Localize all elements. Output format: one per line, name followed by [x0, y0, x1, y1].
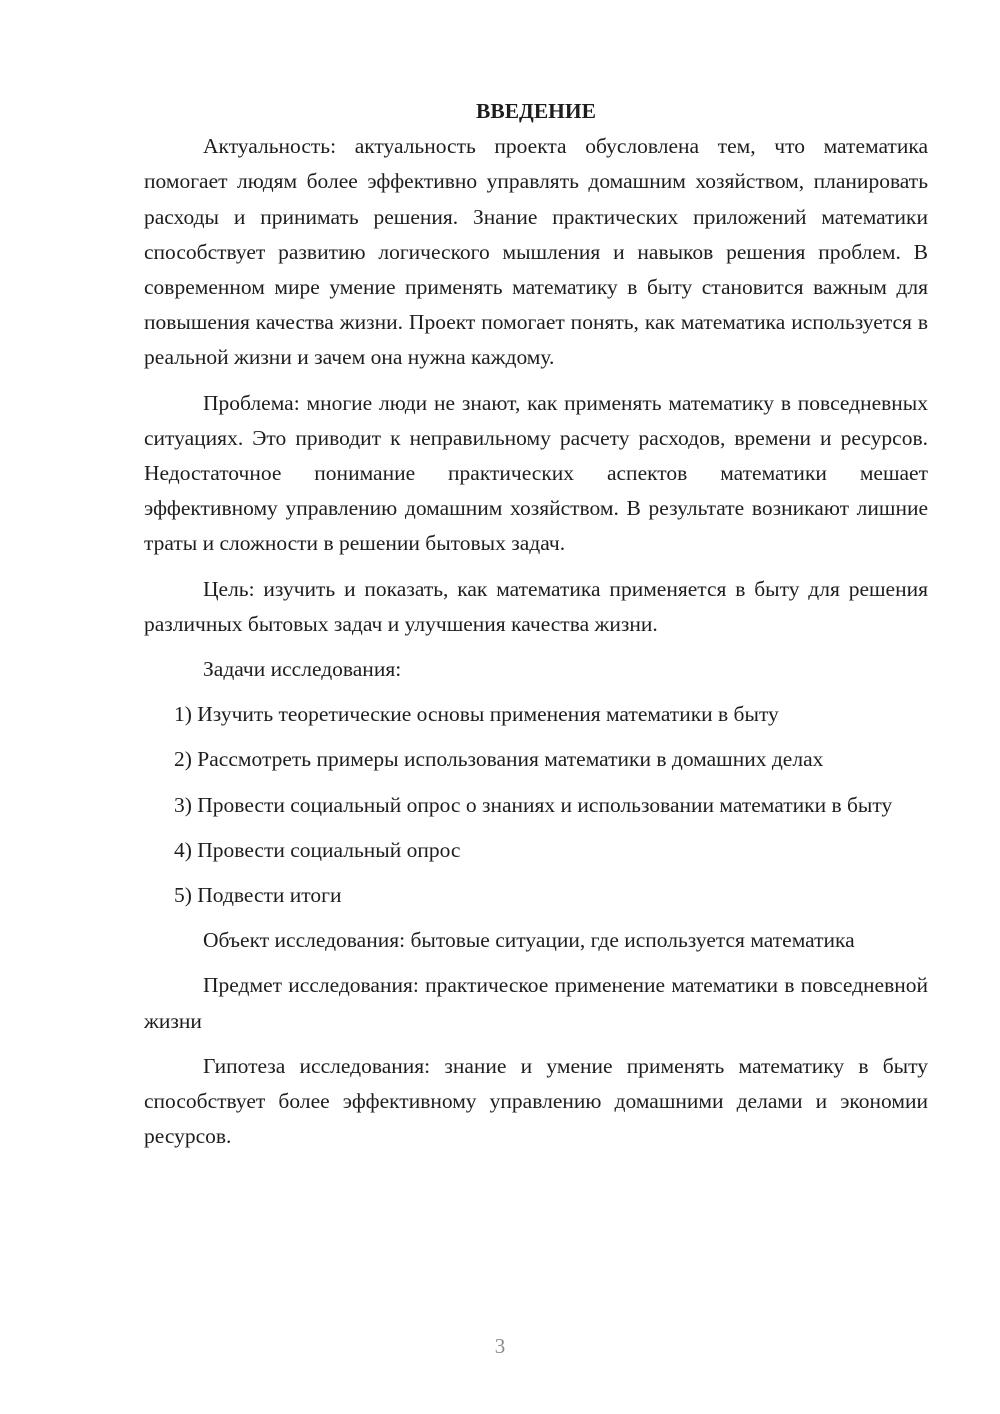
subject-paragraph: Предмет исследования: практическое применение математики в повседневной жизни	[144, 973, 928, 1033]
document-body	[144, 94, 928, 1154]
page-number: 3	[494, 1334, 506, 1358]
tasks-heading: Задачи исследования:	[203, 657, 402, 682]
hypothesis-paragraph: Гипотеза исследования: знание и умение применять математику в быту способствует более эффективному управлению домашними делами и экономии ресурсов.	[144, 1053, 928, 1149]
page-title: ВВЕДЕНИЕ	[476, 99, 596, 123]
task-item: 2) Рассмотреть примеры использования математики в домашних делах	[174, 747, 824, 772]
problem-paragraph: Проблема: многие люди не знают, как применять математику в повседневных ситуациях. Это приводит к неправильному расчету расходов, времени и ресурсов. Недостаточное понимание практических аспектов математики мешает эффективному управлению домашним хозяйством. В результате возникают лишние траты и сложности в решении бытовых задач.	[144, 390, 928, 556]
task-item: 3) Провести социальный опрос о знаниях и использовании математики в быту	[174, 792, 893, 817]
goal-paragraph: Цель: изучить и показать, как математика применяется в быту для решения различных бытовых задач и улучшения качества жизни.	[144, 576, 928, 636]
task-item: 1) Изучить теоретические основы применения математики в быту	[174, 702, 779, 727]
task-item: 5) Подвести итоги	[174, 883, 342, 908]
relevance-paragraph: Актуальность: актуальность проекта обусловлена тем, что математика помогает людям более эффективно управлять домашним хозяйством, планировать расходы и принимать решения. Знание практических приложений математики способствует развитию логического мышления и навыков решения проблем. В современном мире умение применять математику в быту становится важным для повышения качества жизни. Проект помогает понять, как математика используется в реальной жизни и зачем она нужна каждому.	[144, 134, 928, 370]
task-item: 4) Провести социальный опрос	[174, 837, 461, 862]
object-paragraph: Объект исследования: бытовые ситуации, где используется математика	[203, 928, 855, 953]
